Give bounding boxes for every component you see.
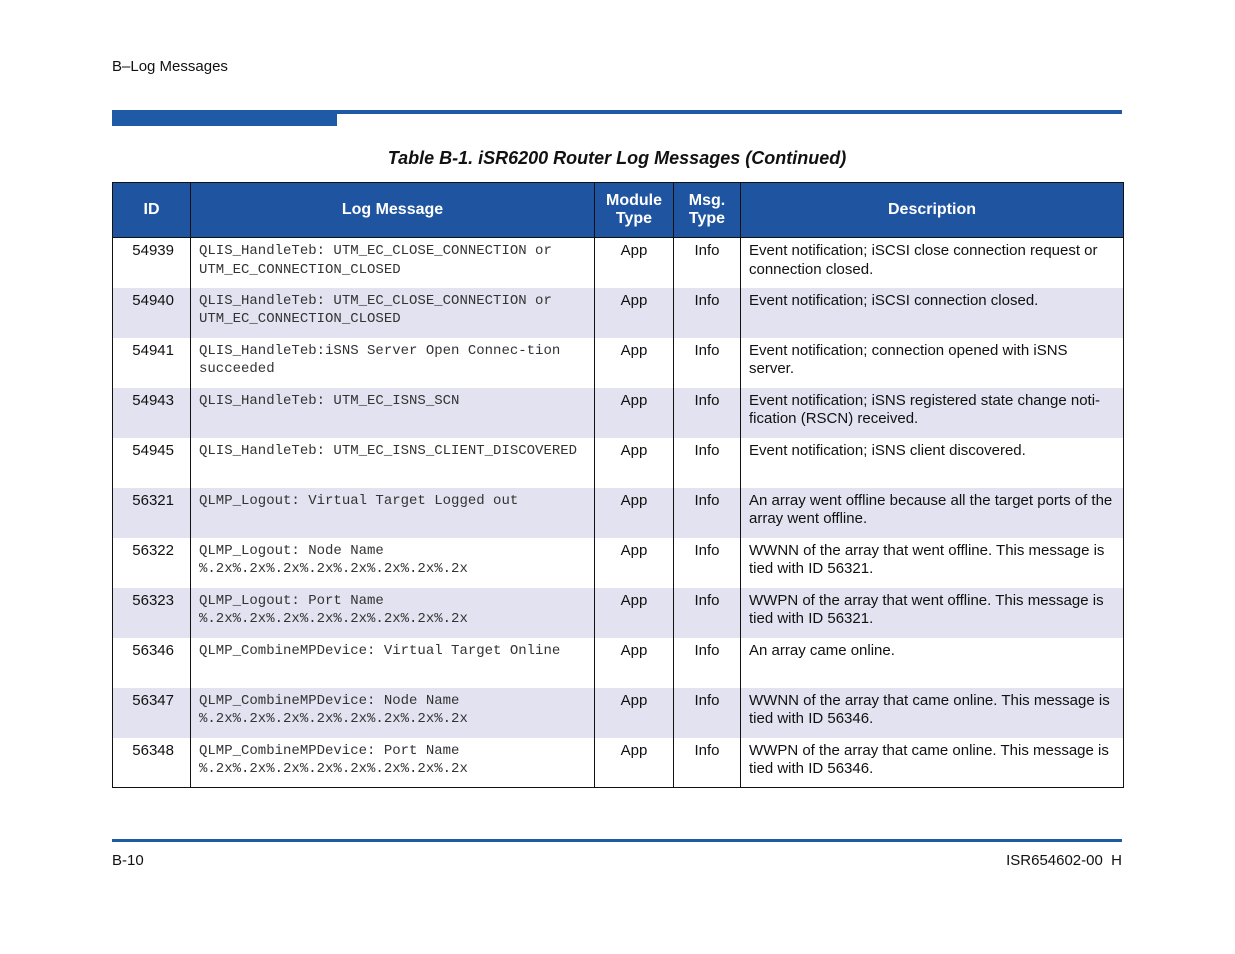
cell-module-type: App <box>595 338 674 388</box>
cell-id: 56321 <box>113 488 191 538</box>
cell-module-type: App <box>595 738 674 788</box>
cell-id: 56347 <box>113 688 191 738</box>
cell-description: WWNN of the array that went offline. This message is tied with ID 56321. <box>741 538 1124 588</box>
table-row <box>113 688 1124 738</box>
cell-msg-type: Info <box>674 338 741 388</box>
cell-module-type: App <box>595 688 674 738</box>
table-header-row <box>113 183 1124 238</box>
column-header-description: Description <box>741 183 1124 238</box>
cell-description: An array went offline because all the target ports of the array went offline. <box>741 488 1124 538</box>
cell-msg-type: Info <box>674 488 741 538</box>
footer-rule <box>112 839 1122 842</box>
table-row <box>113 738 1124 788</box>
page-number: B-10 <box>112 852 144 869</box>
table-row <box>113 638 1124 688</box>
table-row <box>113 538 1124 588</box>
cell-id: 56322 <box>113 538 191 588</box>
column-header-module-line1: Module <box>606 192 662 209</box>
cell-module-type: App <box>595 488 674 538</box>
column-header-module-type <box>595 183 674 238</box>
cell-log-message: QLMP_Logout: Node Name %.2x%.2x%.2x%.2x%.2x%.2x%.2x%.2x <box>191 538 595 588</box>
cell-module-type: App <box>595 388 674 438</box>
cell-description: Event notification; iSNS client discovered. <box>741 438 1124 488</box>
table-row <box>113 438 1124 488</box>
cell-id: 54939 <box>113 238 191 288</box>
cell-log-message: QLMP_CombineMPDevice: Port Name %.2x%.2x%.2x%.2x%.2x%.2x%.2x%.2x <box>191 738 595 788</box>
cell-module-type: App <box>595 538 674 588</box>
cell-msg-type: Info <box>674 388 741 438</box>
cell-module-type: App <box>595 588 674 638</box>
table-row <box>113 488 1124 538</box>
column-header-msg-line2: Type <box>688 210 726 227</box>
table-row <box>113 588 1124 638</box>
cell-msg-type: Info <box>674 438 741 488</box>
cell-id: 56323 <box>113 588 191 638</box>
column-header-id: ID <box>113 183 191 238</box>
cell-msg-type: Info <box>674 688 741 738</box>
cell-id: 54943 <box>113 388 191 438</box>
cell-id: 56346 <box>113 638 191 688</box>
running-head: B–Log Messages <box>112 58 228 75</box>
cell-log-message: QLIS_HandleTeb: UTM_EC_CLOSE_CONNECTION or UTM_EC_CONNECTION_CLOSED <box>191 288 595 338</box>
cell-log-message: QLMP_Logout: Virtual Target Logged out <box>191 488 595 538</box>
table-row <box>113 238 1124 288</box>
cell-description: Event notification; iSNS registered state change noti-fication (RSCN) received. <box>741 388 1124 438</box>
header-accent-block <box>112 110 337 126</box>
cell-log-message: QLMP_CombineMPDevice: Node Name %.2x%.2x%.2x%.2x%.2x%.2x%.2x%.2x <box>191 688 595 738</box>
table-row <box>113 288 1124 338</box>
cell-log-message: QLIS_HandleTeb: UTM_EC_ISNS_SCN <box>191 388 595 438</box>
column-header-module-line2: Type <box>615 210 653 227</box>
cell-module-type: App <box>595 238 674 288</box>
cell-description: Event notification; connection opened with iSNS server. <box>741 338 1124 388</box>
cell-msg-type: Info <box>674 288 741 338</box>
cell-msg-type: Info <box>674 538 741 588</box>
table-row <box>113 388 1124 438</box>
cell-module-type: App <box>595 638 674 688</box>
cell-msg-type: Info <box>674 238 741 288</box>
cell-id: 54940 <box>113 288 191 338</box>
cell-log-message: QLIS_HandleTeb: UTM_EC_CLOSE_CONNECTION or UTM_EC_CONNECTION_CLOSED <box>191 238 595 288</box>
cell-id: 56348 <box>113 738 191 788</box>
document-id: ISR654602-00 H <box>1006 852 1122 869</box>
cell-description: Event notification; iSCSI close connection request or connection closed. <box>741 238 1124 288</box>
cell-module-type: App <box>595 438 674 488</box>
cell-description: WWPN of the array that came online. This message is tied with ID 56346. <box>741 738 1124 788</box>
cell-description: WWNN of the array that came online. This message is tied with ID 56346. <box>741 688 1124 738</box>
cell-msg-type: Info <box>674 738 741 788</box>
cell-description: An array came online. <box>741 638 1124 688</box>
table-caption: Table B-1. iSR6200 Router Log Messages (Continued) <box>387 148 847 168</box>
column-header-msg-type <box>674 183 741 238</box>
cell-description: Event notification; iSCSI connection closed. <box>741 288 1124 338</box>
cell-msg-type: Info <box>674 638 741 688</box>
cell-id: 54945 <box>113 438 191 488</box>
cell-id: 54941 <box>113 338 191 388</box>
cell-log-message: QLMP_Logout: Port Name %.2x%.2x%.2x%.2x%.2x%.2x%.2x%.2x <box>191 588 595 638</box>
table-row <box>113 338 1124 388</box>
cell-log-message: QLIS_HandleTeb: UTM_EC_ISNS_CLIENT_DISCOVERED <box>191 438 595 488</box>
cell-description: WWPN of the array that went offline. This message is tied with ID 56321. <box>741 588 1124 638</box>
cell-log-message: QLIS_HandleTeb:iSNS Server Open Connec-tion succeeded <box>191 338 595 388</box>
log-messages-table <box>112 182 1124 788</box>
column-header-log-message: Log Message <box>191 183 595 238</box>
cell-msg-type: Info <box>674 588 741 638</box>
cell-module-type: App <box>595 288 674 338</box>
column-header-msg-line1: Msg. <box>688 192 726 209</box>
cell-log-message: QLMP_CombineMPDevice: Virtual Target Online <box>191 638 595 688</box>
